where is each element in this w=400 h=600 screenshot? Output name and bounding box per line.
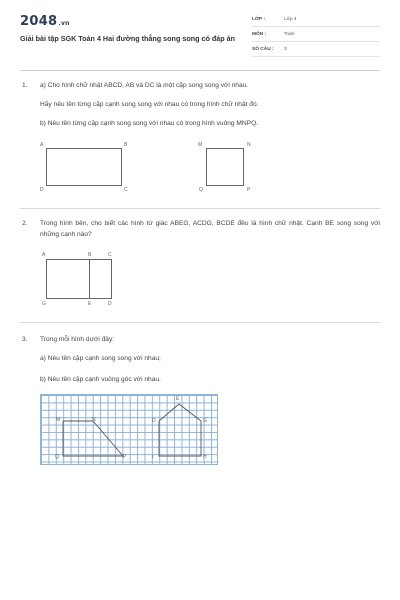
question-1-part-b: b) Nêu tên từng cặp cạnh song song với nhau có trong hình vuông MNPQ.: [40, 120, 259, 127]
vertex-label-n: N: [247, 142, 251, 148]
vertex-label-n: N: [92, 417, 96, 423]
vertex-label-b: B: [88, 252, 92, 258]
pentagon-degih: [159, 404, 201, 456]
trapezoid-mnpq: [63, 421, 123, 456]
section-divider: [20, 322, 380, 323]
vertex-label-e: E: [176, 396, 180, 402]
meta-row-class: [252, 14, 380, 27]
vertex-label-a: A: [40, 142, 44, 148]
question-3-intro: Trong mỗi hình dưới đây:: [40, 336, 115, 343]
vertex-label-e: E: [88, 301, 92, 307]
section-divider: [20, 208, 380, 209]
vertex-label-d: D: [40, 187, 44, 193]
vertex-label-p: P: [123, 454, 127, 460]
question-number: 1.: [22, 82, 28, 89]
meta-label: SỐ CÂU :: [252, 47, 274, 52]
question-number: 2.: [22, 220, 28, 227]
question-1-part-a: a) Cho hình chữ nhật ABCD, AB và DC là một cặp song song với nhau.: [40, 82, 249, 89]
meta-value: Lớp 4: [284, 17, 297, 22]
question-3-part-b: b) Nêu tên cặp cạnh vuông góc với nhau.: [40, 376, 161, 383]
meta-label: LỚP :: [252, 17, 266, 22]
vertex-label-g: G: [203, 418, 207, 424]
vertex-label-h: H: [203, 454, 207, 460]
meta-value: Toán: [284, 32, 295, 37]
segment-be: [89, 259, 90, 299]
document-title: Giải bài tập SGK Toán 4 Hai đường thẳng song song có đáp án: [20, 34, 236, 43]
rectangle-acdg: [46, 259, 112, 299]
vertex-label-p: P: [247, 187, 251, 193]
header-divider: [20, 70, 380, 71]
meta-info: [252, 14, 380, 59]
question-1-instruction: Hãy nêu tên từng cặp cạnh song song với nhau có trong hình chữ nhật đó.: [40, 101, 259, 108]
logo-suffix: .vn: [58, 20, 70, 27]
square-mnpq: [206, 148, 244, 186]
vertex-label-q: Q: [199, 187, 203, 193]
vertex-label-g: G: [42, 301, 46, 307]
logo-main: 2048: [20, 14, 58, 29]
vertex-label-c: C: [108, 252, 112, 258]
question-number: 3.: [22, 336, 28, 343]
vertex-label-a: A: [42, 252, 46, 258]
rectangle-abcd: [46, 148, 122, 186]
grid-figure: [40, 394, 218, 465]
vertex-label-m: M: [198, 142, 203, 148]
grid-figure-shapes: [41, 395, 219, 466]
question-2-text: Trong hình bên, cho biết các hình tứ giác ABEG, ACDG, BCDE đều là hình chữ nhật. Cạnh BE song song với những cạnh nào?: [40, 220, 380, 238]
vertex-label-c: C: [124, 187, 128, 193]
meta-row-subject: [252, 29, 380, 42]
vertex-label-b: B: [124, 142, 128, 148]
meta-row-count: [252, 44, 380, 57]
vertex-label-d: D: [108, 301, 112, 307]
vertex-label-m: M: [56, 417, 61, 423]
vertex-label-q: Q: [55, 454, 59, 460]
meta-label: MÔN :: [252, 32, 267, 37]
site-logo[interactable]: [20, 14, 70, 29]
vertex-label-i: I: [152, 454, 154, 460]
meta-value: 3: [284, 47, 287, 52]
question-3-part-a: a) Nêu tên cặp cạnh song song với nhau;: [40, 355, 161, 362]
vertex-label-d: D: [152, 418, 156, 424]
